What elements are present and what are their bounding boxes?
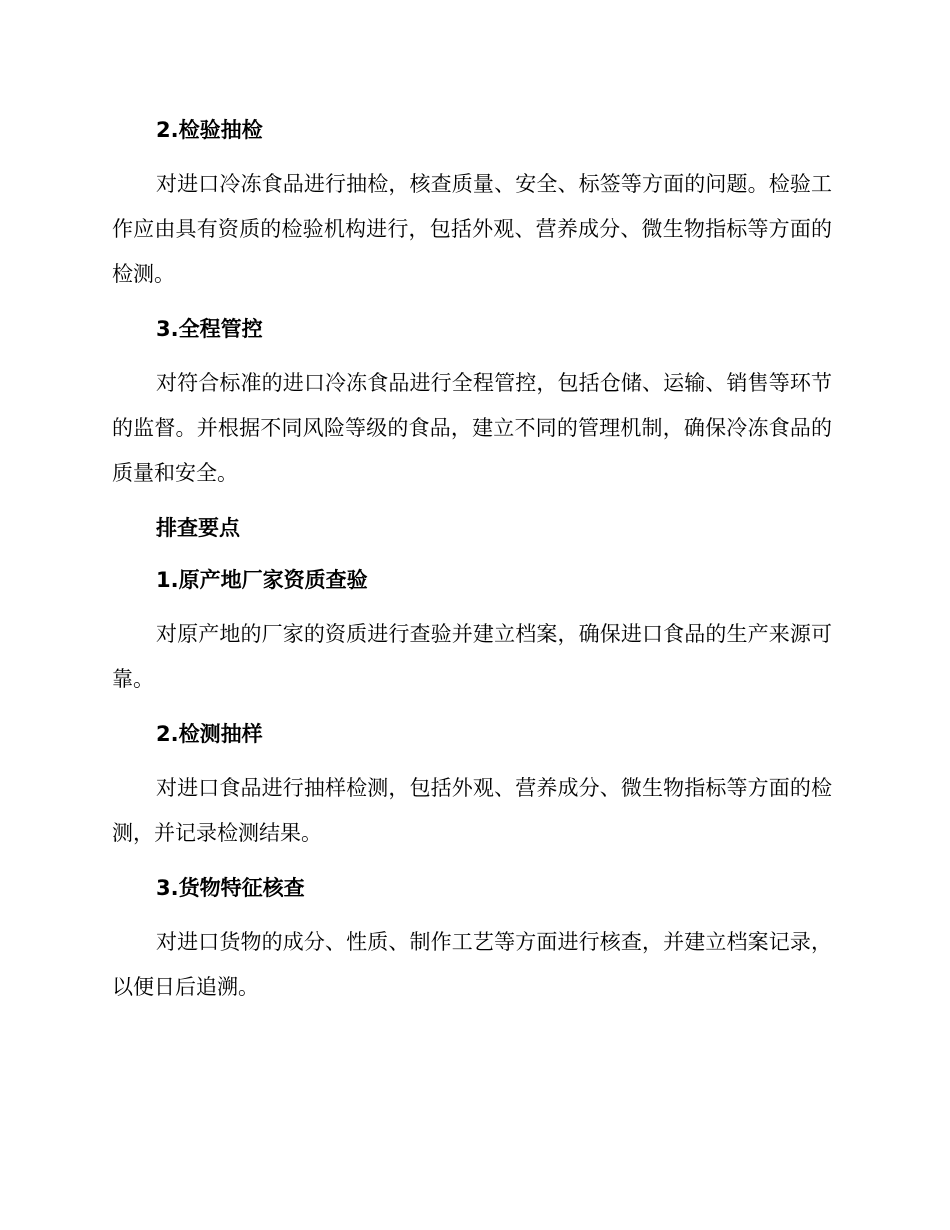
section-paragraph: 对进口货物的成分、性质、制作工艺等方面进行核查，并建立档案记录，以便日后追溯。	[112, 930, 832, 999]
section-heading: 3.货物特征核查	[156, 876, 305, 900]
section-heading: 排查要点	[156, 516, 240, 540]
section-paragraph: 对进口食品进行抽样检测，包括外观、营养成分、微生物指标等方面的检测，并记录检测结果。	[112, 776, 832, 845]
section-paragraph: 对原产地的厂家的资质进行查验并建立档案，确保进口食品的生产来源可靠。	[112, 622, 832, 691]
section-heading: 1.原产地厂家资质查验	[156, 568, 368, 592]
section-heading: 2.检验抽检	[156, 118, 263, 142]
section-heading: 3.全程管控	[156, 317, 263, 341]
section-heading: 2.检测抽样	[156, 722, 263, 746]
document-content	[112, 110, 832, 1010]
section-paragraph: 对进口冷冻食品进行抽检，核查质量、安全、标签等方面的问题。检验工作应由具有资质的检验机构进行，包括外观、营养成分、微生物指标等方面的检测。	[112, 172, 832, 286]
section-paragraph: 对符合标准的进口冷冻食品进行全程管控，包括仓储、运输、销售等环节的监督。并根据不同风险等级的食品，建立不同的管理机制，确保冷冻食品的质量和安全。	[112, 371, 832, 485]
